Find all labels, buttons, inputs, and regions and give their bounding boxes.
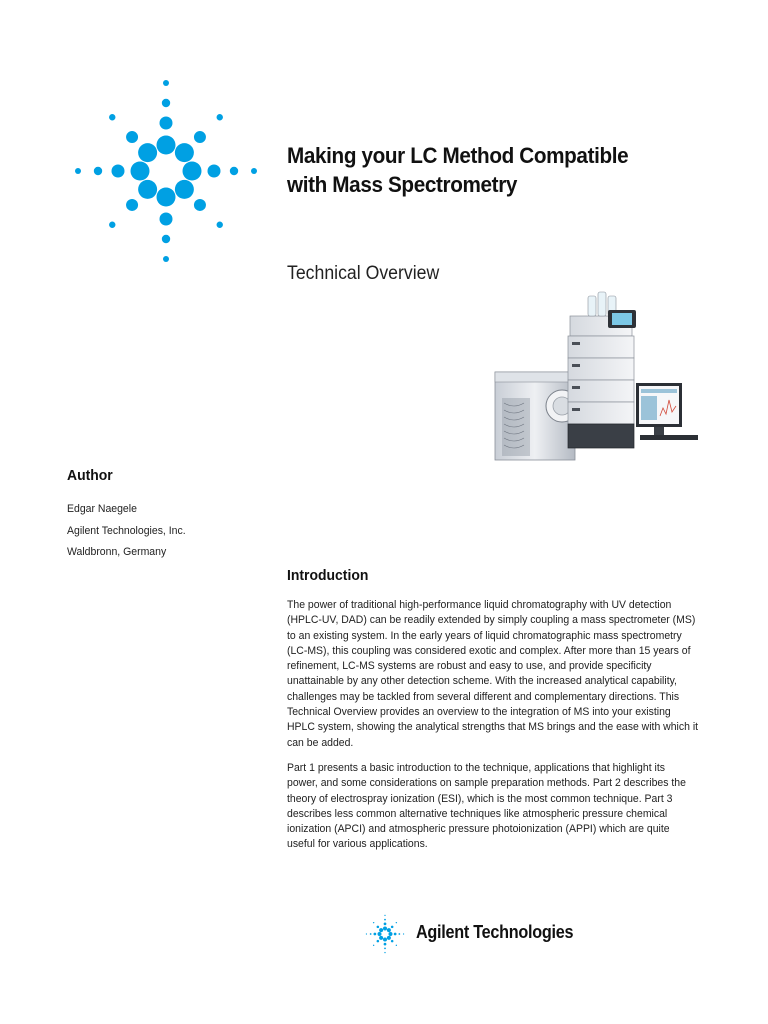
spark-dot [383,927,387,931]
spark-dot [230,167,238,175]
spark-dot [112,165,125,178]
spark-dot [163,256,169,262]
spark-dot [75,168,81,174]
spark-dot [384,943,387,946]
spark-dot [208,165,221,178]
author-location: Waldbronn, Germany [67,546,167,558]
spark-dot [138,180,157,199]
spark-dot [126,199,138,211]
spark-dot [160,117,173,130]
spark-dot [373,945,374,946]
spark-dot [384,919,386,921]
spark-dot [157,188,176,207]
spark-dot [194,199,206,211]
spark-dot [109,222,115,228]
lc-ms-instrument-illustration [490,288,702,466]
spark-dot [383,937,387,941]
spark-dot [384,915,385,916]
spark-dot [374,933,377,936]
spark-dot [384,923,387,926]
author-heading: Author [67,467,113,484]
introduction-heading: Introduction [287,567,369,584]
spark-dot [403,933,404,934]
spark-dot [379,928,383,932]
brand-wordmark: Agilent Technologies [416,922,574,942]
spark-dot [377,926,380,929]
document-title [287,141,673,199]
author-name: Edgar Naegele [67,503,137,515]
spark-dot [175,143,194,162]
spark-dot [109,114,115,120]
spark-dot [370,933,372,935]
spark-dot [398,933,400,935]
introduction-paragraph-2: Part 1 presents a basic introduction to the technique, applications that highlight its power, and some considerations on sample preparation methods. Part 2 describes the theory of electrospray ionization (ESI), which is the most common technique. Part 3 describes less common alternative techniques like atmospheric pressure chemical ionization (APCI) and atmospheric pressure photoionization (APPI) which are quite useful for various applications. [287,762,686,851]
spark-dot [162,99,170,107]
spark-dot [391,940,394,943]
spark-dot [373,922,374,923]
spark-dot [251,168,257,174]
spark-dot [162,235,170,243]
spark-dot [379,936,383,940]
spark-dot [163,80,169,86]
spark-dot [160,213,173,226]
spark-dot [138,143,157,162]
spark-dot [94,167,102,175]
spark-dot [377,940,380,943]
introduction-paragraph-1: The power of traditional high-performance liquid chromatography with UV detection (HPLC-UV, DAD) can be readily extended by simply coupling a mass spectrometer (MS) to an existing system. In the early years of liquid chromatographic mass spectrometry (LC-MS), this coupling was considered exotic and complex. After more than 15 years of refinement, LC-MS systems are robust and easy to use, and provide specificity unattainable by any other detection scheme. With the increased analytical capability, challenges may be tackled from several different and complementary directions. This Technical Overview provides an overview to the integration of MS into your existing HPLC system, showing the analytical strengths that MS brings and the ease with which it can be added. [287,599,699,749]
agilent-spark-logo-icon [60,62,272,280]
spark-dot [387,936,391,940]
title-line-1: Making your LC Method Compatible [287,143,629,168]
spark-dot [378,932,382,936]
spark-dot [217,222,223,228]
spark-dot [217,114,223,120]
spark-dot [384,952,385,953]
spark-dot [396,945,397,946]
spark-dot [175,180,194,199]
spark-dot [387,928,391,932]
spark-dot [131,162,150,181]
spark-dot [194,131,206,143]
spark-dot [391,926,394,929]
spark-dot [366,933,367,934]
spark-dot [157,136,176,155]
spark-dot [394,933,397,936]
title-line-2: with Mass Spectrometry [287,172,518,197]
spark-dot [388,932,392,936]
agilent-spark-logo-small-icon [362,911,408,957]
spark-dot [384,947,386,949]
spark-dot [183,162,202,181]
spark-dot [396,922,397,923]
author-company: Agilent Technologies, Inc. [67,525,186,537]
document-subtitle: Technical Overview [287,263,440,284]
spark-dot [126,131,138,143]
